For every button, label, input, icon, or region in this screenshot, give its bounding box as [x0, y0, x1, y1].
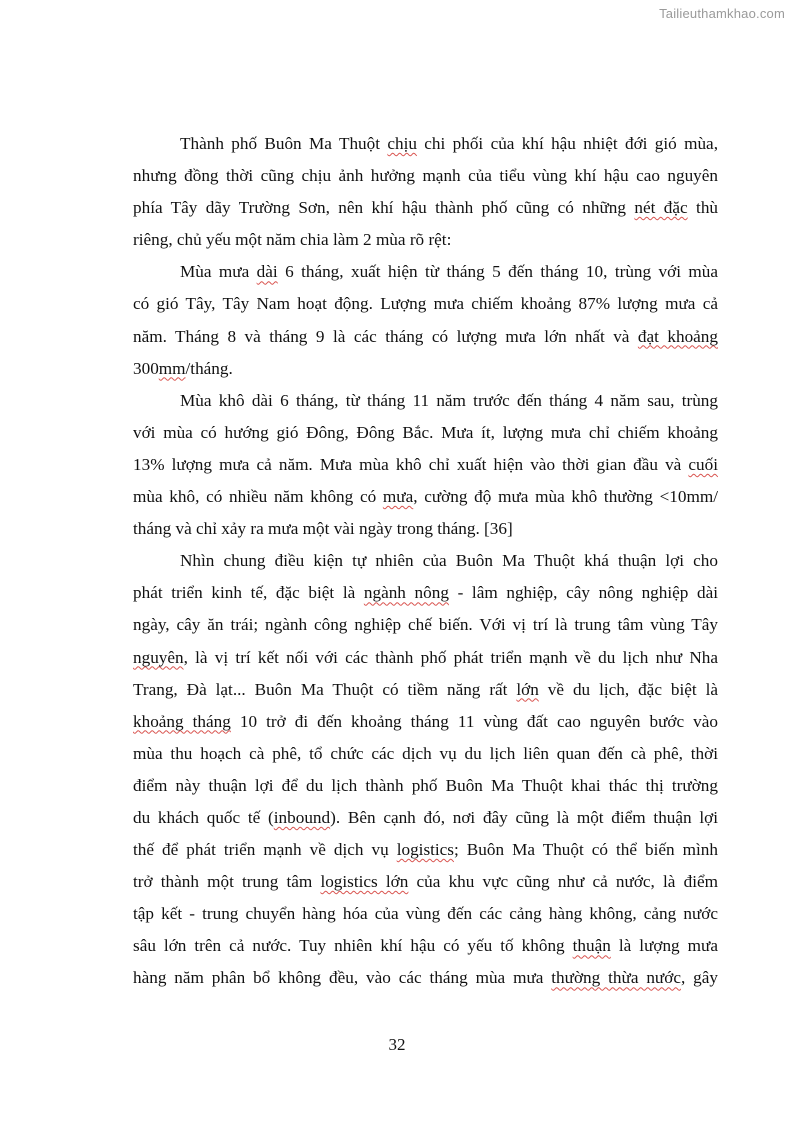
text-run: Mùa khô dài 6 tháng, từ tháng 11 năm trước đến tháng 4 năm sau, trùng	[180, 390, 718, 410]
text-run: 300	[133, 358, 159, 378]
text-run: thù	[687, 198, 719, 218]
paragraph	[133, 256, 718, 384]
text-run: 10 trở đi đến khoảng tháng 11 vùng đất cao nguyên bước vào	[230, 711, 718, 731]
text-line	[133, 738, 718, 770]
text-line	[133, 417, 718, 449]
page-body	[133, 128, 718, 995]
text-line	[133, 609, 718, 641]
text-run: tháng và chỉ xảy ra mưa một vài ngày trong tháng. [36]	[133, 519, 513, 539]
spellcheck-word: đạt khoảng	[637, 326, 718, 346]
text-run: của khu vực cũng như cả nước, là điểm	[408, 872, 718, 892]
text-run: phát triển kinh tế, đặc biệt là	[133, 583, 364, 603]
text-line	[133, 642, 718, 674]
text-line	[133, 513, 718, 545]
text-run: hàng năm phân bổ không đều, vào các tháng mùa mưa	[133, 968, 552, 988]
text-run: tập kết - trung chuyển hàng hóa của vùng đến các cảng hàng không, cảng nước	[133, 904, 718, 924]
text-run: mùa khô, có nhiều năm không có	[133, 487, 383, 507]
text-run: mùa thu hoạch cà phê, tổ chức các dịch vụ du lịch liên quan đến cà phê, thời	[133, 743, 718, 763]
text-run: Mùa mưa	[180, 262, 257, 282]
text-run: ). Bên cạnh đó, nơi đây cũng là một điểm thuận lợi	[330, 807, 719, 827]
text-run: là lượng mưa	[610, 936, 718, 956]
text-line	[133, 898, 718, 930]
paragraph	[133, 128, 718, 256]
text-run: phía Tây dãy Trường Sơn, nên khí hậu thành phố cũng có những	[133, 198, 635, 218]
text-line	[133, 545, 718, 577]
spellcheck-word: thuận	[572, 936, 611, 956]
spellcheck-word: logistics	[396, 840, 454, 860]
text-line	[133, 706, 718, 738]
text-run: nhưng đồng thời cũng chịu ảnh hưởng mạnh của tiểu vùng khí hậu cao nguyên	[133, 166, 718, 186]
spellcheck-word: lớn	[516, 679, 539, 699]
text-run: Thành phố Buôn Ma Thuột	[180, 134, 388, 153]
text-run: ; Buôn Ma Thuột có thể biến mình	[454, 840, 718, 860]
text-line	[133, 674, 718, 706]
text-run: - lâm nghiệp, cây nông nghiệp dài	[448, 583, 719, 603]
spellcheck-word: cuối	[688, 454, 718, 474]
text-run: ngày, cây ăn trái; ngành công nghiệp chế biến. Với vị trí là trung tâm vùng Tây	[133, 615, 718, 635]
text-run: trở thành một trung tâm	[133, 872, 321, 892]
paragraph	[133, 545, 718, 994]
text-run: 13% lượng mưa cả năm. Mưa mùa khô chỉ xuất hiện vào thời gian đầu và	[133, 454, 689, 474]
text-run: điểm này thuận lợi để du lịch thành phố Buôn Ma Thuột khai thác thị trường	[133, 775, 718, 795]
text-line	[133, 770, 718, 802]
text-line	[133, 256, 718, 288]
spellcheck-word: chịu	[387, 134, 417, 153]
text-run: có gió Tây, Tây Nam hoạt động. Lượng mưa chiếm khoảng 87% lượng mưa cả	[133, 294, 718, 314]
text-run: Trang, Đà lạt... Buôn Ma Thuột có tiềm năng rất	[133, 679, 517, 699]
text-run: thế để phát triển mạnh về dịch vụ	[133, 840, 397, 860]
spellcheck-word: khoảng tháng	[133, 711, 231, 731]
text-line	[133, 962, 718, 994]
spellcheck-word: logistics lớn	[320, 872, 409, 892]
text-line	[133, 224, 718, 256]
text-line	[133, 321, 718, 353]
text-run: , cường độ mưa mùa khô thường <10mm/	[413, 487, 718, 507]
text-line	[133, 930, 718, 962]
watermark: Tailieuthamkhao.com	[659, 6, 785, 21]
text-line	[133, 353, 718, 385]
text-line	[133, 866, 718, 898]
text-line	[133, 288, 718, 320]
text-run: về du lịch, đặc biệt là	[538, 679, 718, 699]
text-run: Nhìn chung điều kiện tự nhiên của Buôn Ma Thuột khá thuận lợi cho	[180, 551, 718, 571]
text-line	[133, 160, 718, 192]
page-number: 32	[388, 1035, 406, 1054]
paragraph	[133, 385, 718, 545]
text-line	[133, 481, 718, 513]
text-line	[133, 577, 718, 609]
text-line	[133, 128, 718, 160]
spellcheck-word: nét đặc	[634, 198, 688, 218]
text-line	[133, 192, 718, 224]
spellcheck-word: nguyên	[133, 647, 184, 667]
text-run: chi phối của khí hậu nhiệt đới gió mùa,	[416, 134, 718, 153]
text-run: riêng, chủ yếu một năm chia làm 2 mùa rõ rệt:	[133, 230, 452, 250]
spellcheck-word: mm	[158, 358, 186, 378]
text-run: sâu lớn trên cả nước. Tuy nhiên khí hậu có yếu tố không	[133, 936, 573, 956]
text-run: năm. Tháng 8 và tháng 9 là các tháng có lượng mưa lớn nhất và	[133, 326, 638, 346]
spellcheck-word: dài	[256, 262, 278, 282]
text-line	[133, 802, 718, 834]
text-run: , gây	[680, 968, 718, 988]
spellcheck-word: thường thừa nước	[551, 968, 681, 988]
text-run: với mùa có hướng gió Đông, Đông Bắc. Mưa ít, lượng mưa chỉ chiếm khoảng	[133, 422, 718, 442]
text-line	[133, 449, 718, 481]
text-run: du khách quốc tế (	[133, 807, 274, 827]
text-line	[133, 385, 718, 417]
text-line	[133, 834, 718, 866]
spellcheck-word: ngành nông	[363, 583, 449, 603]
spellcheck-word: inbound	[273, 807, 331, 827]
text-run: /tháng.	[185, 358, 233, 378]
text-run: 6 tháng, xuất hiện từ tháng 5 đến tháng 10, trùng với mùa	[277, 262, 718, 282]
text-run: , là vị trí kết nối với các thành phố phát triển mạnh về du lịch như Nha	[183, 647, 718, 667]
spellcheck-word: mưa	[382, 487, 414, 507]
